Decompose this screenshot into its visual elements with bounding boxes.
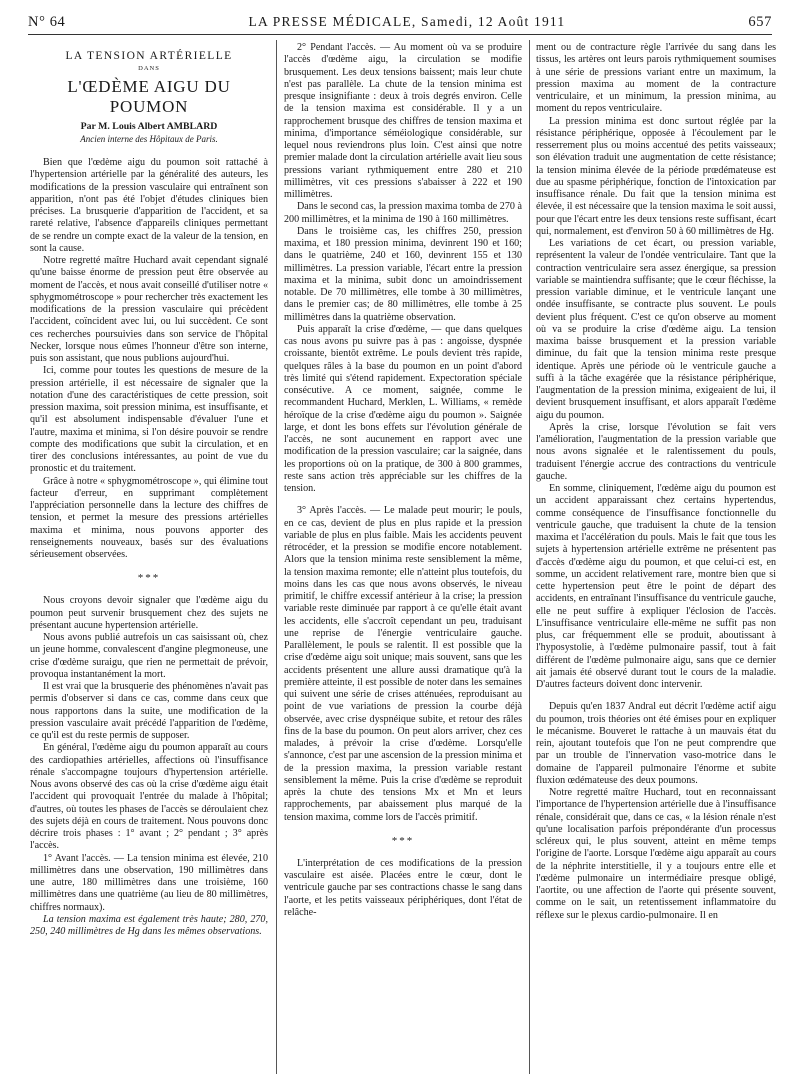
column-divider-2 (529, 40, 530, 1074)
author-affiliation: Ancien interne des Hôpitaux de Paris. (80, 133, 218, 144)
paragraph: 3° Après l'accès. — Le malade peut mourir; le pouls, en ce cas, devient de plus en plus rapide et la pression variable de plus en plus faible. Mais les accidents peuvent rétrocéder, et la pression se modifie encore notablement. Alors que la tension minima reste sensiblement la même, la tension maxima remonte; elle n'atteint plus toutefois, du moins dans les cas que nous avons observés, le niveau primitif, le chiffre excessif antérieur à la crise; la pression variable reste diminuée par rapport à ce qu'elle était avant les accidents, elle s'accroît cependant un peu, traduisant une reprise de l'énergie ventriculaire gauche. Parallèlement, le pouls se ralentit. Il est possible que la crise d'œdème aigu soit unique; mais souvent, sans que les accidents présentent une allure aussi dramatique qu'à la première atteinte, il est possible de noter dans les semaines qui suivent une série de crises atténuées, reproduisant au point de vue variations de pression la courbe déjà observée, avec crise dyspnéique subite, et retour des râles fins de la base du poumon. On peut alors arriver, chez ces malades, à prévoir la crise d'œdème. Lorsqu'elle s'annonce, c'est par une ascension de la pression minima et de la pression maxima, la pression variable restant sensiblement la même. Puis la crise d'œdème se reproduit après la chute des tensions Mx et Mn et leurs rapprochements, par abaissement plus marqué de la tension maxima, comme lors de l'accès primitif. (284, 505, 522, 823)
section-asterism: *** (137, 572, 161, 585)
spacer (284, 495, 522, 505)
column-2 (284, 42, 522, 1074)
paragraph: Les variations de cet écart, ou pression variable, représentent la valeur de l'ondée ventriculaire. Tant que la contraction ventriculaire sera assez énergique, sa pression variable se maintiendra suffisante; que le cœur fléchisse, la pression variable diminue, et le ventricule lançant une ondée insuffisante, se contracte plus souvent. Le pouls devient plus fréquent. C'est ce qu'on observe au moment où va se produire la crise d'œdème aigu. La tension maxima baisse brusquement et la pression variable diminue, du fait que la tension minima reste presque identique. Après une période où le ventricule gauche a suffi à la tâche exagérée que la résistance périphérique, l'augmentation de la pression minima, exigeaient de lui, il devient brusquement insuffisant, et alors apparaît l'œdème aigu du poumon. (536, 238, 776, 421)
paragraph: En général, l'œdème aigu du poumon apparaît au cours des cardiopathies artérielles, affections où l'insuffisance rénale s'accompagne toujours d'hypertension artérielle. Nous avons observé des cas où la crise d'œdème aigu était l'accident qui provoquait l'entrée du malade à l'hôpital; d'autres, où toutes les phases de l'accès se déroulaient chez des sujets déjà en cours de traitement. Nous pouvons donc décrire trois phases : 1° avant ; 2° pendant ; 3° après l'accès. (30, 742, 268, 852)
paragraph: Notre regretté maître Huchard, tout en reconnaissant l'importance de l'hypertension artérielle due à l'insuffisance rénale, considérait que, dans ce cas, « la lésion rénale n'est qu'une localisation parfois prépondérante d'un processus scléreux qui, le plus souvent, atteint en même temps l'origine de l'aorte. Lorsque l'œdème aigu apparaît au cours de la néphrite interstitielle, il y a toujours entre elle et l'œdème pulmonaire un intermédiaire presque obligé, l'aortite, ou une affection de l'aorte qui présente souvent, comme on le sait, un retentissement inflammatoire du réflexe sur le plexus cardio-pulmonaire. Il en (536, 787, 776, 921)
paragraph: 1° Avant l'accès. — La tension minima est élevée, 210 millimètres dans une observation, 190 millimètres dans une autre, 180 millimètres dans une troisième, 160 millimètres dans une quatrième (au lieu de 80 millimètres, chiffres normaux). (30, 852, 268, 913)
paragraph: Puis apparaît la crise d'œdème, — que dans quelques cas nous avons pu suivre pas à pas : angoisse, dyspnée croissante, bientôt extrême. Le pouls devient très rapide, quelques râles à la base du poumon en un point d'abord très limité qui s'étend rapidement. Expectoration spéciale consécutive. A ce moment, saignée, comme le recommandent Huchard, Merklen, L. Williams, « remède héroïque de la crise d'œdème aigu du poumon ». Saignée large, et dont les bons effets sur l'évolution générale de l'accès, ne sont aucunement en rapport avec une modification de la pression vasculaire; car la saignée, dans les proportions où on la pratique, de 300 à 800 grammes, reste sans action très appréciable sur les chiffres de la tension. (284, 323, 522, 494)
paragraph: Grâce à notre « sphygmométroscope », qui élimine tout facteur d'erreur, en supprimant complètement l'appréciation personnelle dans la lecture des chiffres de tension, et permet la mesure des pressions artérielles maxima et minima, nous pouvons apporter des renseignements nouveaux, basés sur des évaluations sérieusement observées. (30, 475, 268, 560)
article-main-title: L'ŒDÈME AIGU DU POUMON (67, 76, 231, 116)
paragraph: L'interprétation de ces modifications de la pression vasculaire est aisée. Placées entre le cœur, dont le ventricule gauche par ses contractions chasse le sang dans l'aorte, et les petits vaisseaux périphériques, dont l'état de relâche- (284, 857, 522, 918)
paragraph: Dans le troisième cas, les chiffres 250, pression maxima, et 180 pression minima, devinrent 190 et 160; dans le quatrième, 240 et 160, devinrent 155 et 130 millimètres. La pression variable, l'écart entre la pression maxima et la minima, subit donc un amoindrissement notable. De 70 millimètres, elle tombe à 30 millimètres, dans le premier cas; de 80 millimètres, elle tombe à 25 millimètres dans la quatrième observation. (284, 225, 522, 323)
column-1 (30, 42, 268, 1074)
paragraph: Nous croyons devoir signaler que l'œdème aigu du poumon peut survenir brusquement chez des sujets ne présentant aucune hypertension artérielle. (30, 595, 268, 631)
column-3 (536, 42, 776, 1074)
header-rule (28, 34, 772, 35)
paragraph: La tension maxima est également très haute; 280, 270, 250, 240 millimètres de Hg dans les mêmes observations. (30, 913, 268, 937)
paragraph: ment ou de contracture règle l'arrivée du sang dans les tissus, les artères ont leurs parois rythmiquement soumises à une série de pressions variant entre un maximum, la pression maxima au moment de la contracture ventriculaire, et un minimum, la pression minima, au moment du repos ventriculaire. (536, 42, 776, 115)
issue-number: N° 64 (28, 14, 66, 30)
paragraph: Notre regretté maître Huchard avait cependant signalé qu'une baisse énorme de pression peut être observée au moment de l'accès, et nous avait conseillé d'utiliser notre « sphygmométroscope » pour rechercher très exactement les modifications de la pression vasculaire qui précèdent l'accident, coïncident avec lui, ou lui succèdent. Ce sont ces recherches poursuivies dans son service de l'hôpital Necker, lorsque nous eûmes l'honneur d'être son interne, puis son assistant, que nous publions aujourd'hui. (30, 255, 268, 364)
page-folio: 657 (748, 14, 772, 30)
paragraph: Depuis qu'en 1837 Andral eut décrit l'œdème actif aigu du poumon, trois théories ont été émises pour en expliquer le mécanisme. Bouveret le rattache à un mauvais état du rein, ajoutant toutefois que l'on ne peut comprendre que par un trouble de l'innervation vaso-motrice dans le domaine de l'appareil pulmonaire l'énorme et subite fluxion œdémateuse des deux poumons. (536, 701, 776, 786)
article-byline: Par M. Louis Albert AMBLARD (80, 120, 218, 132)
section-asterism: *** (391, 834, 415, 847)
paragraph: Après la crise, lorsque l'évolution se fait vers l'amélioration, l'augmentation de la pression variable que nous avons signalée et le ralentissement du pouls, traduisent l'énergie accrue des contractions du ventricule gauche. (536, 421, 776, 482)
running-head (28, 14, 772, 36)
paragraph: Bien que l'œdème aigu du poumon soit rattaché à l'hypertension artérielle par la généralité des auteurs, les modifications de la pression vasculaire qui entraînent son apparition, n'ont pas été l'objet d'études cliniques bien précises. La brusquerie d'apparition de l'accident, et sa rareté relative, l'absence d'appareils cliniques permettant de se rendre un compte exact de la valeur de la tension, en sont la cause. (30, 157, 268, 254)
paragraph: En somme, cliniquement, l'œdème aigu du poumon est un accident apparaissant chez certains hypertendus, comme conséquence de l'insuffisance fonctionnelle du ventricule gauche, que traduisent la chute de la tension maxima et l'accélération du pouls. Mais le fait que tous les sujets à hypertension artérielle extrême ne présentent pas d'accès d'œdème aigu du poumon, et que celui-ci est, en somme, un accident relativement rare, montre bien que si cette hypertension peut être le point de départ des accidents, en entraînant l'insuffisance du ventricule gauche, elle ne peut suffire à expliquer l'éclosion de l'accès. L'insuffisance ventriculaire elle-même ne suffit pas non plus, car fréquemment elle se produit, aboutissant à l'hyposystolie, à l'œdème pulmonaire passif, tout à fait différent de l'œdème pulmonaire aigu, sans que ce dernier ait jamais été observé durant tout le cours de la maladie. D'autres facteurs doivent donc intervenir. (536, 483, 776, 690)
article-title-line1: LA TENSION ARTÉRIELLE (65, 50, 233, 62)
paragraph: Nous avons publié autrefois un cas saisissant où, chez un jeune homme, convalescent d'angine plegmoneuse, une crise d'œdème suraigu, que rien ne permettait de prévoir, provoqua instantanément la mort. (30, 632, 268, 680)
spacer (536, 691, 776, 701)
paragraph: 2° Pendant l'accès. — Au moment où va se produire l'accès d'œdème aigu, la circulation se modifie brusquement. Les deux tensions baissent; mais leur chute n'est pas parallèle. La chute de la tension minima est presque insignifiante : deux à trois degrés environ. Celle de la tension maxima est considérable. Il y a un rapprochement brusque des chiffres de tension maxima et minima, d'importance séméiologique considérable, sur lequel nous reviendrons plus loin. C'est ainsi que notre premier malade dont la circulation artérielle avait lieu sous pressions variant rythmiquement entre 280 et 210 millimètres, vit ces pressions s'abaisser à 222 et 190 millimètres. (284, 42, 522, 200)
paragraph: Il est vrai que la brusquerie des phénomènes n'avait pas permis d'observer si dans ce cas, comme dans ceux que nous rapportons dans la suite, une modification de la pression vasculaire avait précédé l'apparition de l'œdème, ce qu'il est du reste permis de supposer. (30, 681, 268, 741)
column-divider-1 (276, 40, 277, 1074)
article-title-dans: DANS (138, 65, 160, 73)
publication-line: LA PRESSE MÉDICALE, Samedi, 12 Août 1911 (248, 14, 566, 29)
paragraph: Dans le second cas, la pression maxima tomba de 270 à 200 millimètres, et la minima de 190 à 160 millimètres. (284, 201, 522, 225)
paragraph: Ici, comme pour toutes les questions de mesure de la pression artérielle, il est nécessaire de signaler que la notation d'une des caractéristiques de cette pression, soit pression maxima, soit pression minima, est insuffisante, et qu'il est absolument indispensable d'évaluer l'une et l'autre, maxima et minima, si l'on désire pouvoir se rendre compte des modifications que subit la circulation, et en tirer des conclusions intéressantes, au point de vue du pronostic et du traitement. (30, 365, 268, 475)
paragraph: La pression minima est donc surtout réglée par la résistance périphérique, opposée à l'écoulement par le resserrement plus ou moins accentué des petits vaisseaux; son élévation traduit une augmentation de cette résistance; la tension minima élevée de la période prœdémateuse est due au spasme périphérique, fonction de l'intoxication par insuffisance rénale. Du fait que la tension minima est élevée, il est nécessaire que la tension maxima le soit aussi, pour que l'écart entre les deux tensions reste suffisant, écart qui, normalement, est d'environ 50 à 60 millimètres de Hg. (536, 115, 776, 237)
